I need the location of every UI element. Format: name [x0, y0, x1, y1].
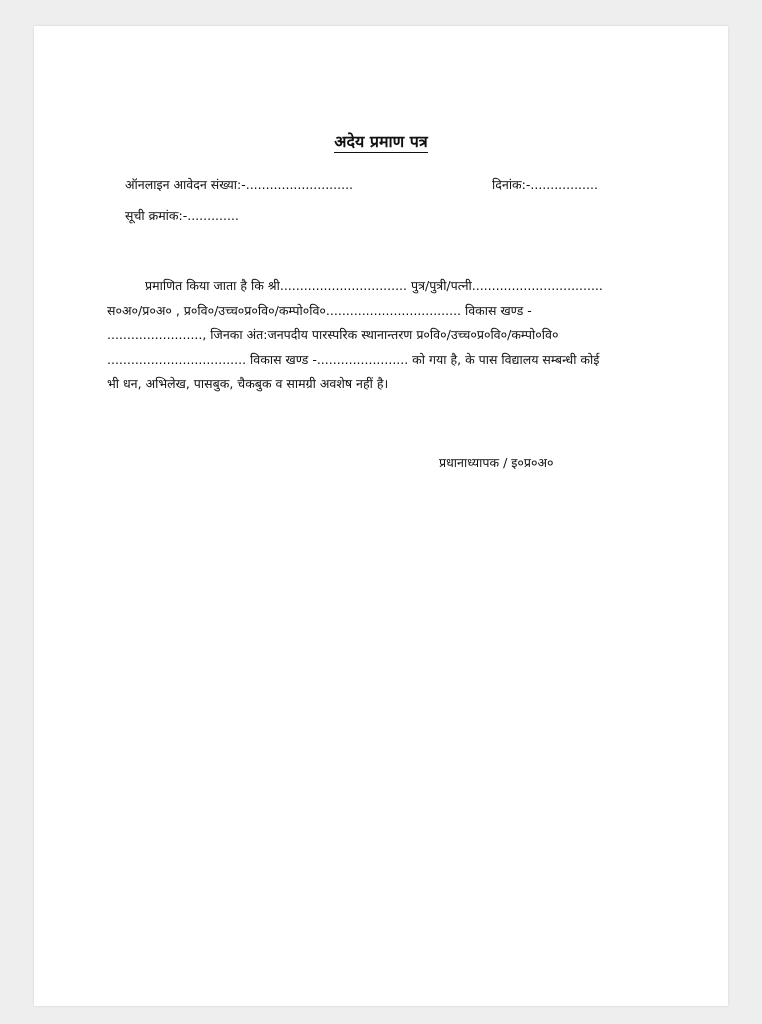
body-line-1: प्रमाणित किया जाता है कि श्री................................ पुत्र/पुत्री/पत्नी................................. [145, 278, 603, 293]
document-title-wrapper [34, 130, 728, 152]
certificate-body [107, 274, 635, 397]
application-number-field: ऑनलाइन आवेदन संख्या:-........................... [125, 177, 354, 192]
body-line-5: भी धन, अभिलेख, पासबुक, चैकबुक व सामग्री अवशेष नहीं है। [107, 376, 389, 391]
date-field: दिनांक:-................. [492, 177, 598, 192]
signature-designation: प्रधानाध्यापक / इ०प्र०अ० [439, 455, 554, 470]
body-line-3: ........................, जिनका अंत:जनपदीय पारस्परिक स्थानान्तरण प्र०वि०/उच्च०प्र०वि०/कम्पो०वि० [107, 327, 559, 342]
document-title: अदेय प्रमाण पत्र [334, 132, 428, 151]
serial-number-field: सूची क्रमांक:-............. [125, 208, 239, 223]
certificate-page [34, 26, 728, 1006]
body-line-2: स०अ०/प्र०अ० , प्र०वि०/उच्च०प्र०वि०/कम्पो०वि०.................................. विकास खण्ड - [107, 302, 532, 318]
body-line-4: ................................... विकास खण्ड -....................... को गया है, के पास विद्यालय सम्बन्धी कोई [107, 351, 600, 367]
